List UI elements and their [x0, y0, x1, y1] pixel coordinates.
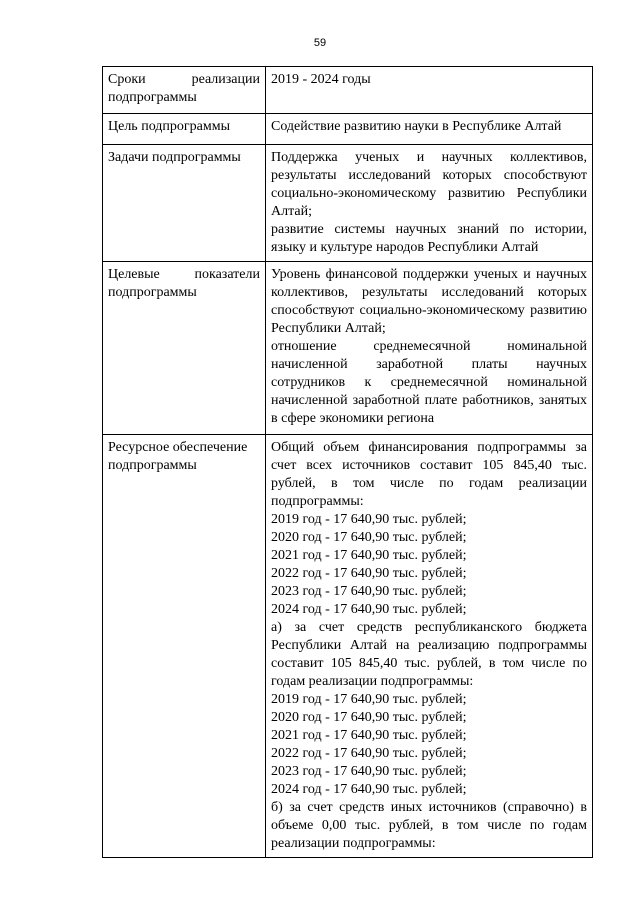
funding-year-total: 2019 год - 17 640,90 тыс. рублей;: [271, 512, 467, 527]
funding-year-budget: 2021 год - 17 640,90 тыс. рублей;: [271, 728, 467, 743]
funding-year-budget: 2024 год - 17 640,90 тыс. рублей;: [271, 782, 467, 797]
table-row: [103, 262, 593, 435]
row-label-resources: Ресурсное обеспечение подпрограммы: [103, 435, 266, 858]
row-value-resources: [266, 435, 593, 858]
table-row: [103, 435, 593, 858]
subprogram-passport-table: [102, 66, 593, 858]
row-label-indicators: Целевые показатели подпрограммы: [103, 262, 266, 435]
funding-year-budget: 2020 год - 17 640,90 тыс. рублей;: [271, 710, 467, 725]
funding-year-total: 2021 год - 17 640,90 тыс. рублей;: [271, 548, 467, 563]
funding-year-budget: 2022 год - 17 640,90 тыс. рублей;: [271, 746, 467, 761]
row-value-goal: Содействие развитию науки в Республике Алтай: [266, 114, 593, 145]
table-row: [103, 145, 593, 262]
funding-year-total: 2022 год - 17 640,90 тыс. рублей;: [271, 566, 467, 581]
funding-year-budget: 2023 год - 17 640,90 тыс. рублей;: [271, 764, 467, 779]
table-row: [103, 67, 593, 114]
row-value-indicators: [266, 262, 593, 435]
row-label-timeline: Сроки реализации подпрограммы: [103, 67, 266, 114]
task-item: развитие системы научных знаний по истории, языку и культуре народов Республики Алтай: [271, 222, 587, 255]
funding-year-total: 2020 год - 17 640,90 тыс. рублей;: [271, 530, 467, 545]
task-item: Поддержка ученых и научных коллективов, результаты исследований которых способствуют социально-экономическому развитию Республики Алтай;: [271, 150, 587, 219]
indicator-item: отношение среднемесячной номинальной начисленной заработной платы научных сотрудников к среднемесячной номинальной начисленной заработной плате работников, занятых в сфере экономики региона: [271, 339, 587, 426]
table-row: [103, 114, 593, 145]
funding-part-a: а) за счет средств республиканского бюджета Республики Алтай на реализацию подпрограммы составит 105 845,40 тыс. рублей, в том числе по годам реализации подпрограммы:: [271, 620, 587, 689]
row-label-tasks: Задачи подпрограммы: [103, 145, 266, 262]
funding-intro: Общий объем финансирования подпрограммы за счет всех источников составит 105 845,40 тыс. рублей, в том числе по годам реализации подпрограммы:: [271, 440, 587, 509]
row-value-timeline: 2019 - 2024 годы: [266, 67, 593, 114]
funding-year-budget: 2019 год - 17 640,90 тыс. рублей;: [271, 692, 467, 707]
row-label-goal: Цель подпрограммы: [103, 114, 266, 145]
funding-part-b: б) за счет средств иных источников (справочно) в объеме 0,00 тыс. рублей, в том числе по годам реализации подпрограммы:: [271, 800, 587, 851]
indicator-item: Уровень финансовой поддержки ученых и научных коллективов, результаты исследований которых способствуют социально-экономическому развитию Республики Алтай;: [271, 267, 587, 336]
row-value-tasks: [266, 145, 593, 262]
funding-year-total: 2023 год - 17 640,90 тыс. рублей;: [271, 584, 467, 599]
funding-year-total: 2024 год - 17 640,90 тыс. рублей;: [271, 602, 467, 617]
page-number: 59: [313, 37, 327, 49]
